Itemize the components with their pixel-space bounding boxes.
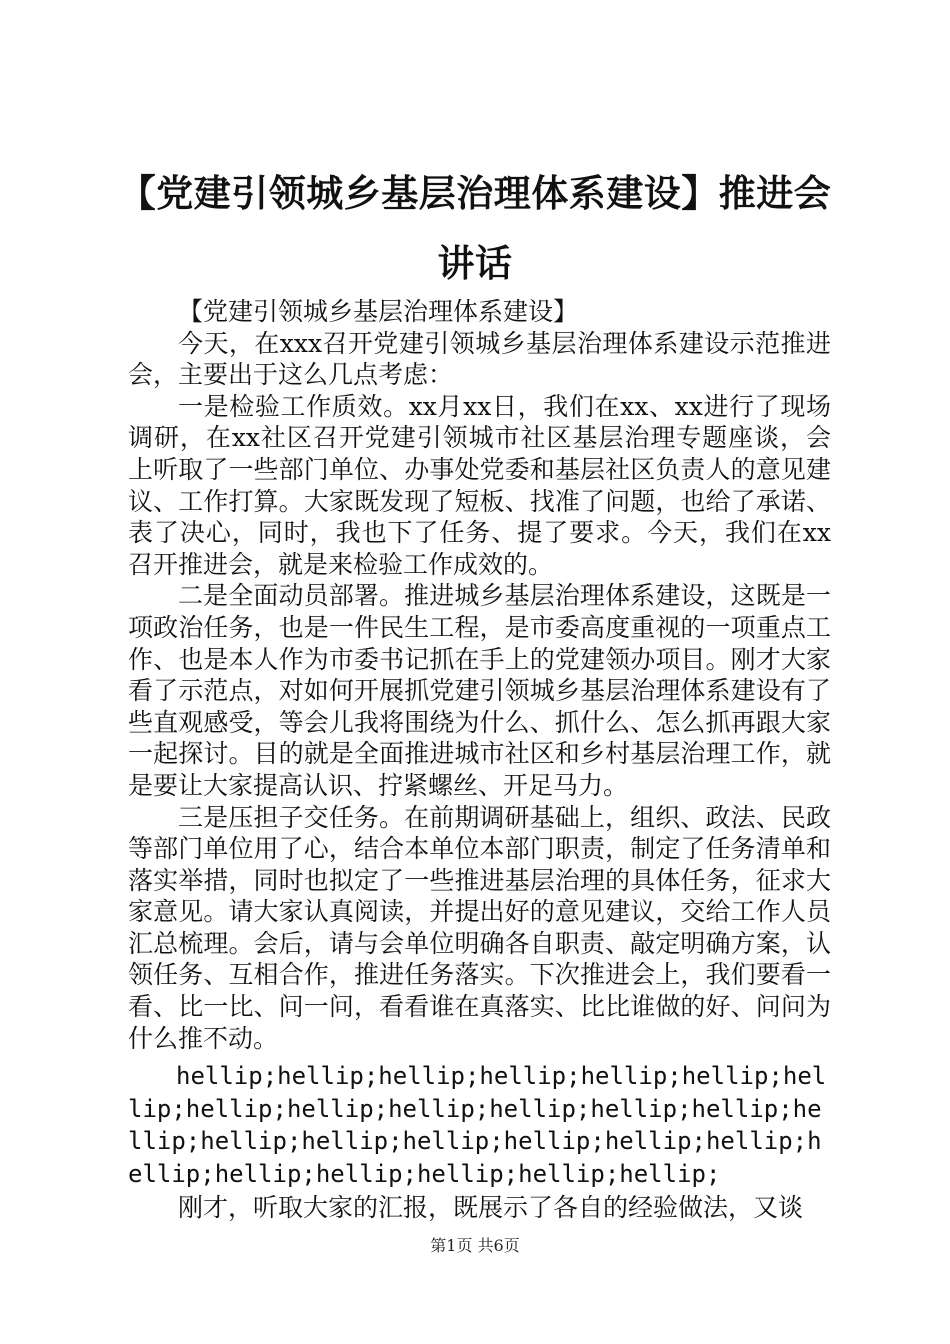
document-body (128, 296, 831, 1224)
paragraph-subtitle: 【党建引领城乡基层治理体系建设】 (178, 297, 579, 326)
paragraph-point-one: 一是检验工作质效。xx月xx日，我们在xx、xx进行了现场调研，在xx社区召开党建引领城市社区基层治理专题座谈，会上听取了一些部门单位、办事处党委和基层社区负责人的意见建议、工作打算。大家既发现了短板、找准了问题，也给了承诺、表了决心，同时，我也下了任务、提了要求。今天，我们在xx召开推进会，就是来检验工作成效的。 (128, 391, 831, 579)
document-title: 【党建引领城乡基层治理体系建设】推进会讲话 (118, 171, 832, 285)
paragraph-intro: 今天，在xxx召开党建引领城乡基层治理体系建设示范推进会，主要出于这么几点考虑： (128, 328, 831, 390)
paragraph-ellipsis: hellip;hellip;hellip;hellip;hellip;hellip;hellip;hellip;hellip;hellip;hellip;hellip;hellip;hellip;hellip;hellip;hellip;hellip;hellip;hellip;hellip;hellip;hellip;hellip;hellip;hellip; (128, 1062, 827, 1188)
paragraph-point-two: 二是全面动员部署。推进城乡基层治理体系建设，这既是一项政治任务，也是一件民生工程，是市委高度重视的一项重点工作、也是本人作为市委书记抓在手上的党建领办项目。刚才大家看了示范点，对如何开展抓党建引领城乡基层治理体系建设有了些直观感受，等会儿我将围绕为什么、抓什么、怎么抓再跟大家一起探讨。目的就是全面推进城市社区和乡村基层治理工作，就是要让大家提高认识、拧紧螺丝、开足马力。 (128, 581, 831, 800)
paragraph-continuation: 刚才，听取大家的汇报，既展示了各自的经验做法，又谈 (178, 1193, 804, 1223)
page-footer: 第1页 共6页 (430, 1236, 520, 1255)
paragraph-point-three: 三是压担子交任务。在前期调研基础上，组织、政法、民政等部门单位用了心，结合本单位本部门职责，制定了任务清单和落实举措，同时也拟定了一些推进基层治理的具体任务，征求大家意见。请大家认真阅读，并提出好的意见建议，交给工作人员汇总梳理。会后，请与会单位明确各自职责、敲定明确方案，认领任务、互相合作，推进任务落实。下次推进会上，我们要看一看、比一比、问一问，看看谁在真落实、比比谁做的好、问问为什么推不动。 (128, 802, 831, 1053)
